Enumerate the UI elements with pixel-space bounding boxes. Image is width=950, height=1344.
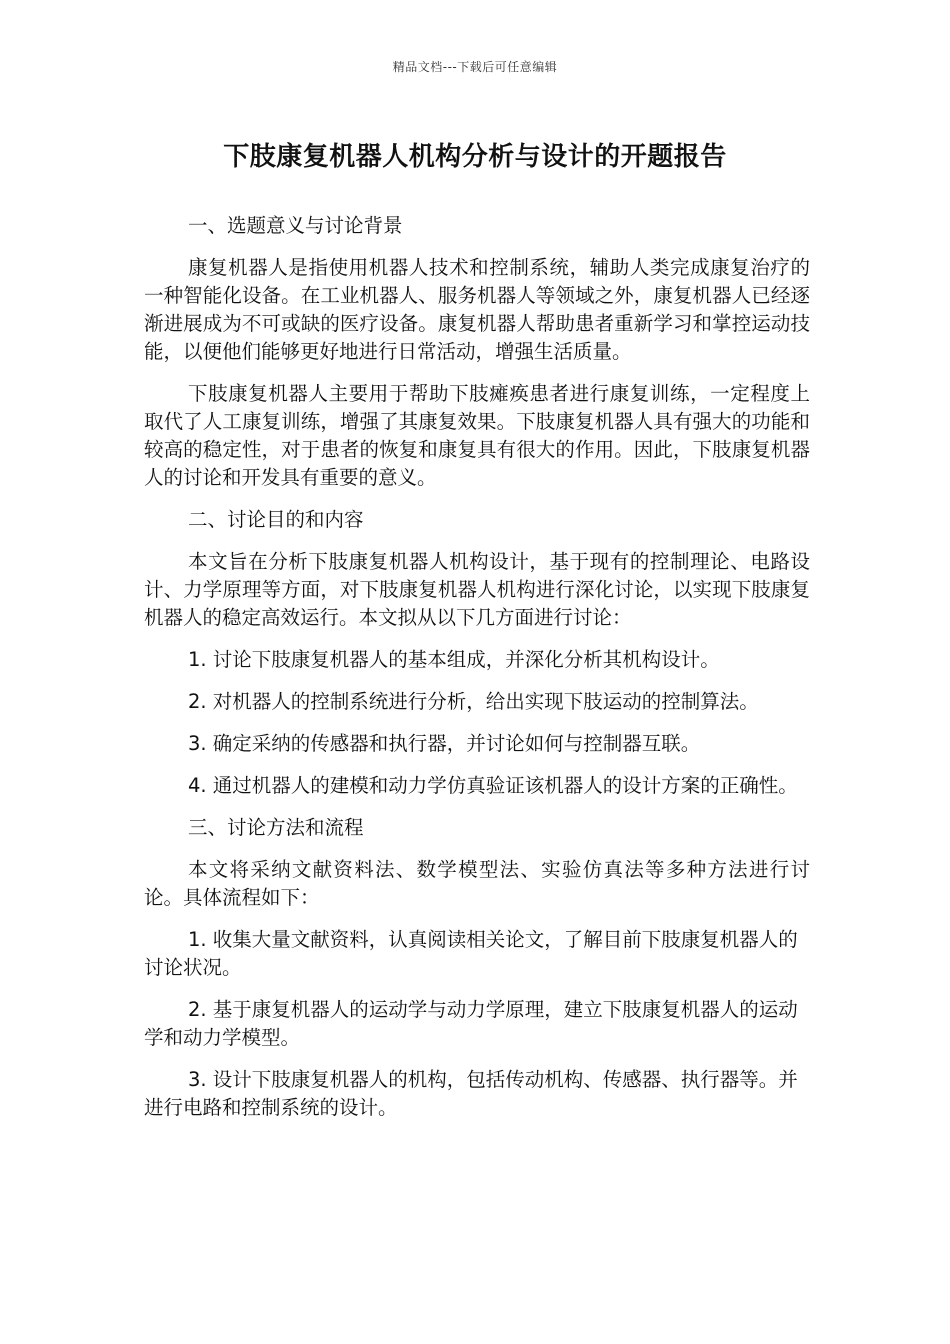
list-item: 3. 确定采纳的传感器和执行器，并讨论如何与控制器互联。 [188, 732, 701, 755]
document-body [144, 212, 810, 1136]
list-item: 2. 基于康复机器人的运动学与动力学原理，建立下肢康复机器人的运动学和动力学模型。 [144, 998, 798, 1049]
header-note: 精品文档---下载后可任意编辑 [392, 60, 558, 74]
paragraph: 下肢康复机器人主要用于帮助下肢瘫痪患者进行康复训练，一定程度上取代了人工康复训练，增强了其康复效果。下肢康复机器人具有强大的功能和较高的稳定性，对于患者的恢复和康复具有很大的作用。因此，下肢康复机器人的讨论和开发具有重要的意义。 [144, 382, 810, 489]
section-heading-2: 二、讨论目的和内容 [188, 508, 364, 531]
paragraph: 康复机器人是指使用机器人技术和控制系统，辅助人类完成康复治疗的一种智能化设备。在工业机器人、服务机器人等领域之外，康复机器人已经逐渐进展成为不可或缺的医疗设备。康复机器人帮助患者重新学习和掌控运动技能，以便他们能够更好地进行日常活动，增强生活质量。 [144, 256, 810, 363]
list-item: 4. 通过机器人的建模和动力学仿真验证该机器人的设计方案的正确性。 [188, 774, 798, 797]
list-item: 1. 讨论下肢康复机器人的基本组成，并深化分析其机构设计。 [188, 648, 720, 671]
list-item: 1. 收集大量文献资料，认真阅读相关论文，了解目前下肢康复机器人的讨论状况。 [144, 928, 798, 979]
paragraph: 本文将采纳文献资料法、数学模型法、实验仿真法等多种方法进行讨论。具体流程如下： [144, 858, 810, 909]
list-item: 2. 对机器人的控制系统进行分析，给出实现下肢运动的控制算法。 [188, 690, 759, 713]
list-item: 3. 设计下肢康复机器人的机构，包括传动机构、传感器、执行器等。并进行电路和控制系统的设计。 [144, 1068, 798, 1119]
document-title: 下肢康复机器人机构分析与设计的开题报告 [223, 142, 727, 172]
section-heading-3: 三、讨论方法和流程 [188, 816, 364, 839]
paragraph: 本文旨在分析下肢康复机器人机构设计，基于现有的控制理论、电路设计、力学原理等方面，对下肢康复机器人机构进行深化讨论，以实现下肢康复机器人的稳定高效运行。本文拟从以下几方面进行讨论： [144, 550, 810, 629]
section-heading-1: 一、选题意义与讨论背景 [188, 214, 403, 237]
